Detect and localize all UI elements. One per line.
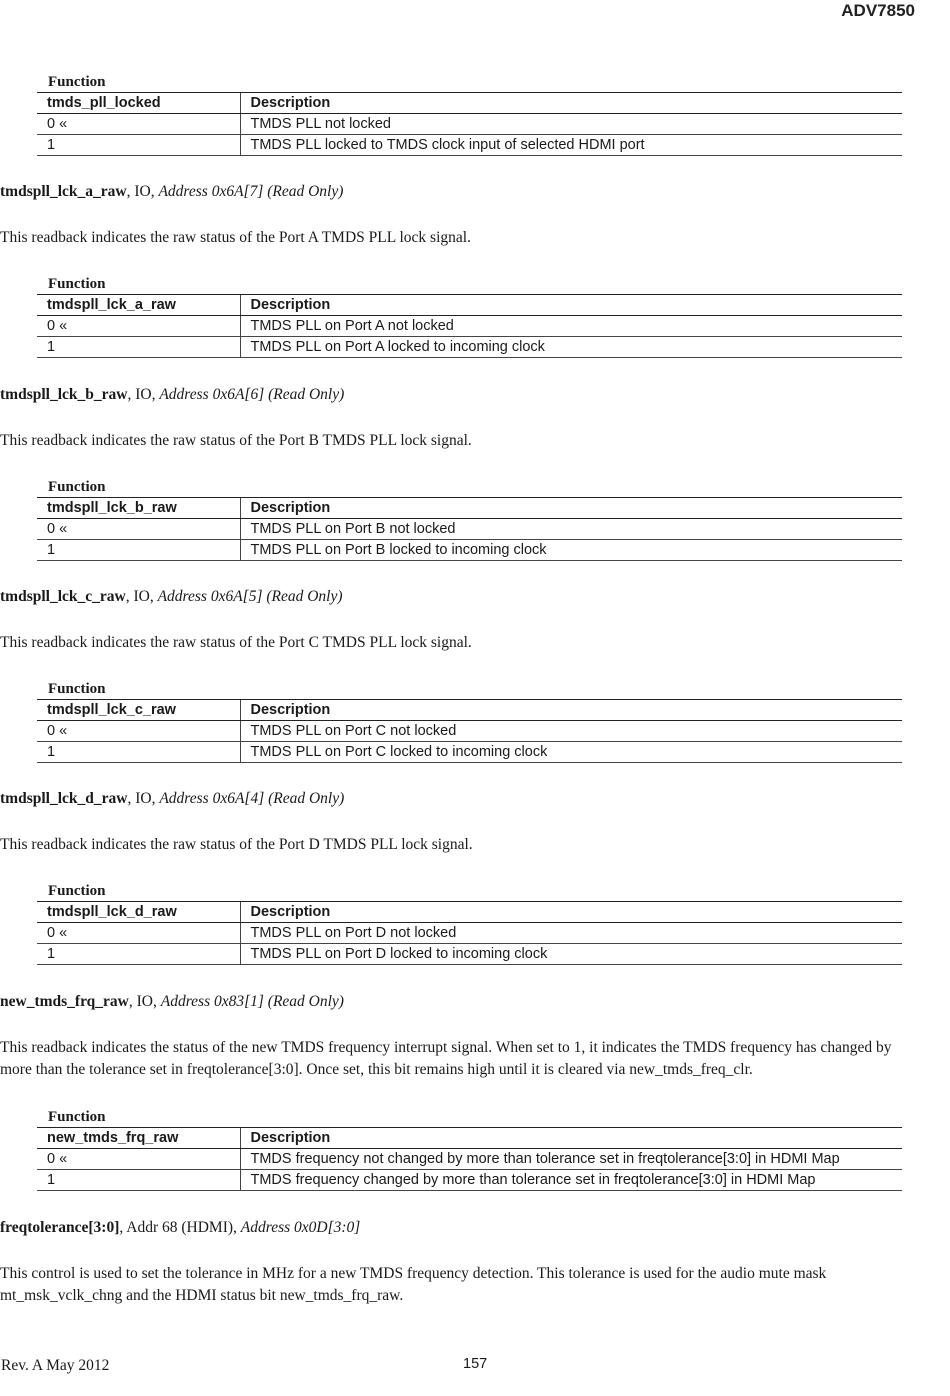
function-label: Function: [48, 1109, 106, 1125]
column-header-field: tmdspll_lck_a_raw: [37, 295, 240, 316]
cell-description: TMDS PLL not locked: [240, 114, 902, 135]
table-row: [37, 1149, 902, 1170]
cell-description: TMDS PLL locked to TMDS clock input of selected HDMI port: [240, 135, 902, 156]
table-row: [37, 944, 902, 965]
column-header-field: tmds_pll_locked: [37, 93, 240, 114]
table-row: [37, 135, 902, 156]
table: [37, 92, 902, 156]
column-header-field: tmdspll_lck_c_raw: [37, 700, 240, 721]
register-description: This control is used to set the tolerance in MHz for a new TMDS frequency detection. This tolerance is used for the audio mute mask mt_msk_vclk_chng and the HDMI status bit new_tmds_frq_raw.: [0, 1265, 827, 1304]
table: [37, 901, 902, 965]
cell-description: TMDS PLL on Port A locked to incoming clock: [240, 337, 902, 358]
register-section-tmdspll-lck-d-raw: [0, 790, 912, 856]
cell-value: 0 «: [37, 1149, 240, 1170]
register-description: This readback indicates the raw status of the Port C TMDS PLL lock signal.: [0, 634, 472, 651]
register-name: freqtolerance[3:0]: [0, 1219, 120, 1236]
cell-description: TMDS frequency changed by more than tolerance set in freqtolerance[3:0] in HDMI Map: [240, 1170, 902, 1191]
register-name: tmdspll_lck_c_raw: [0, 588, 126, 605]
cell-value: 1: [37, 337, 240, 358]
table-row: [37, 316, 902, 337]
table: [37, 294, 902, 358]
register-map: , IO,: [127, 790, 160, 807]
register-heading: [0, 993, 912, 1011]
register-section-tmdspll-lck-c-raw: [0, 588, 912, 654]
document-title: ADV7850: [841, 1, 915, 20]
function-table-new-tmds-frq-raw: [37, 1108, 902, 1191]
cell-value: 0 «: [37, 923, 240, 944]
cell-value: 0 «: [37, 519, 240, 540]
cell-description: TMDS frequency not changed by more than tolerance set in freqtolerance[3:0] in HDMI Map: [240, 1149, 902, 1170]
column-header-description: Description: [240, 902, 902, 923]
register-name: tmdspll_lck_b_raw: [0, 386, 128, 403]
function-table-tmds-pll-locked: [37, 73, 902, 156]
cell-value: 1: [37, 1170, 240, 1191]
column-header-field: tmdspll_lck_d_raw: [37, 902, 240, 923]
register-address: Address 0x0D[3:0]: [240, 1219, 361, 1236]
function-label: Function: [48, 479, 106, 495]
cell-description: TMDS PLL on Port C locked to incoming clock: [240, 742, 902, 763]
register-section-tmdspll-lck-b-raw: [0, 386, 912, 452]
register-section-new-tmds-frq-raw: [0, 993, 912, 1081]
register-address: Address 0x6A[4] (Read Only): [159, 790, 345, 807]
function-table-tmdspll-lck-d-raw: [37, 882, 902, 965]
register-section-freqtolerance: [0, 1219, 912, 1307]
register-address: Address 0x6A[5] (Read Only): [157, 588, 343, 605]
register-description: This readback indicates the raw status of the Port A TMDS PLL lock signal.: [0, 229, 471, 246]
column-header-description: Description: [240, 700, 902, 721]
table-row: [37, 721, 902, 742]
table: [37, 699, 902, 763]
register-description: This readback indicates the raw status of the Port D TMDS PLL lock signal.: [0, 836, 473, 853]
cell-description: TMDS PLL on Port A not locked: [240, 316, 902, 337]
register-heading: [0, 588, 912, 606]
table-header-row: [37, 902, 902, 923]
column-header-description: Description: [240, 1128, 902, 1149]
cell-value: 0 «: [37, 721, 240, 742]
register-map: , Addr 68 (HDMI),: [119, 1219, 241, 1236]
register-address: Address 0x6A[6] (Read Only): [159, 386, 345, 403]
register-description: This readback indicates the raw status of the Port B TMDS PLL lock signal.: [0, 432, 472, 449]
table-header-row: [37, 93, 902, 114]
function-label: Function: [48, 681, 106, 697]
column-header-field: tmdspll_lck_b_raw: [37, 498, 240, 519]
register-map: , IO,: [126, 183, 159, 200]
cell-description: TMDS PLL on Port D not locked: [240, 923, 902, 944]
register-name: tmdspll_lck_d_raw: [0, 790, 128, 807]
table-row: [37, 923, 902, 944]
register-map: , IO,: [128, 993, 161, 1010]
function-label: Function: [48, 883, 106, 899]
cell-description: TMDS PLL on Port B not locked: [240, 519, 902, 540]
function-table-tmdspll-lck-b-raw: [37, 478, 902, 561]
cell-value: 0 «: [37, 114, 240, 135]
register-map: , IO,: [125, 588, 158, 605]
cell-description: TMDS PLL on Port C not locked: [240, 721, 902, 742]
table-header-row: [37, 498, 902, 519]
cell-description: TMDS PLL on Port B locked to incoming clock: [240, 540, 902, 561]
register-name: new_tmds_frq_raw: [0, 993, 129, 1010]
cell-value: 1: [37, 944, 240, 965]
register-heading: [0, 183, 912, 201]
function-table-tmdspll-lck-a-raw: [37, 275, 902, 358]
function-label: Function: [48, 276, 106, 292]
register-name: tmdspll_lck_a_raw: [0, 183, 127, 200]
footer-revision: Rev. A May 2012: [1, 1357, 110, 1374]
table-header-row: [37, 700, 902, 721]
register-map: , IO,: [127, 386, 160, 403]
table: [37, 497, 902, 561]
register-address: Address 0x6A[7] (Read Only): [158, 183, 344, 200]
page-number: 157: [463, 1356, 488, 1372]
table: [37, 1127, 902, 1191]
register-address: Address 0x83[1] (Read Only): [160, 993, 344, 1010]
table-row: [37, 519, 902, 540]
function-label: Function: [48, 74, 106, 90]
column-header-description: Description: [240, 93, 902, 114]
register-section-tmdspll-lck-a-raw: [0, 183, 912, 249]
table-row: [37, 1170, 902, 1191]
table-header-row: [37, 1128, 902, 1149]
register-heading: [0, 1219, 912, 1237]
register-heading: [0, 386, 912, 404]
cell-value: 1: [37, 742, 240, 763]
function-table-tmdspll-lck-c-raw: [37, 680, 902, 763]
column-header-field: new_tmds_frq_raw: [37, 1128, 240, 1149]
cell-description: TMDS PLL on Port D locked to incoming clock: [240, 944, 902, 965]
cell-value: 1: [37, 135, 240, 156]
cell-value: 1: [37, 540, 240, 561]
table-row: [37, 337, 902, 358]
cell-value: 0 «: [37, 316, 240, 337]
table-row: [37, 540, 902, 561]
register-heading: [0, 790, 912, 808]
table-row: [37, 114, 902, 135]
column-header-description: Description: [240, 295, 902, 316]
column-header-description: Description: [240, 498, 902, 519]
table-header-row: [37, 295, 902, 316]
table-row: [37, 742, 902, 763]
register-description: This readback indicates the status of the new TMDS frequency interrupt signal. When set to 1, it indicates the TMDS frequency has changed by more than the tolerance set in freqtolerance[3:0]. Once set, this bit remains high until it is cleared via new_tmds_freq_clr.: [0, 1039, 892, 1078]
